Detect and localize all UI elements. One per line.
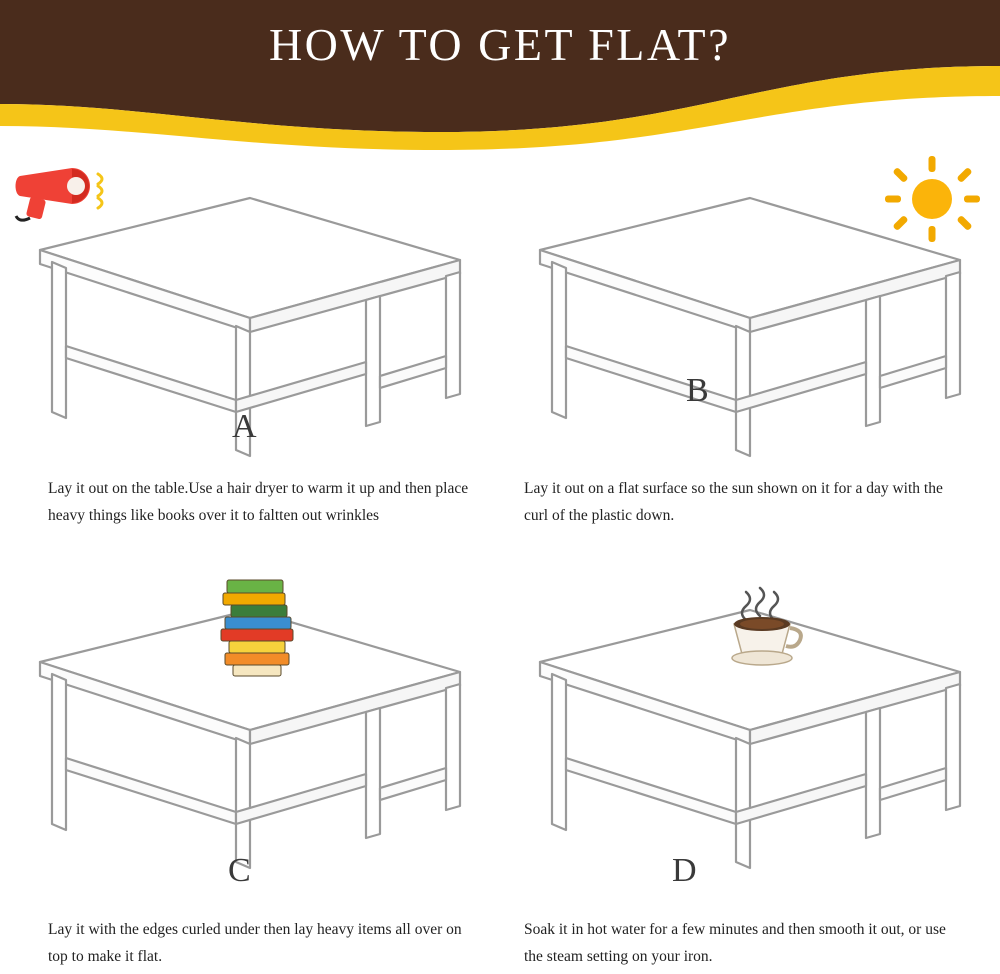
coffee-cup-icon (712, 584, 812, 674)
page-title: HOW TO GET FLAT? (268, 19, 732, 70)
panel-a (0, 150, 500, 562)
panel-d (500, 562, 1000, 974)
panel-letter-c: C (228, 852, 251, 889)
panel-caption-c: Lay it with the edges curled under then lay heavy items all over on top to make it flat. (48, 921, 462, 965)
panel-caption-d: Soak it in hot water for a few minutes and then smooth it out, or use the steam setting on your iron. (524, 921, 946, 965)
panel-letter-a: A (232, 408, 257, 445)
panel-c (0, 562, 500, 974)
panel-letter-b: B (686, 372, 709, 409)
panel-caption-a: Lay it out on the table.Use a hair dryer to warm it up and then place heavy things like books over it to faltten out wrinkles (48, 480, 469, 524)
panel-letter-d: D (672, 852, 697, 889)
panel-b (500, 150, 1000, 562)
hair-dryer-icon (10, 160, 120, 230)
header-banner (0, 0, 1000, 150)
panel-caption-b: Lay it out on a flat surface so the sun shown on it for a day with the curl of the plastic down. (524, 480, 943, 524)
sun-icon (880, 154, 985, 244)
stack-of-books-icon (205, 572, 315, 682)
panel-grid (0, 150, 1000, 974)
